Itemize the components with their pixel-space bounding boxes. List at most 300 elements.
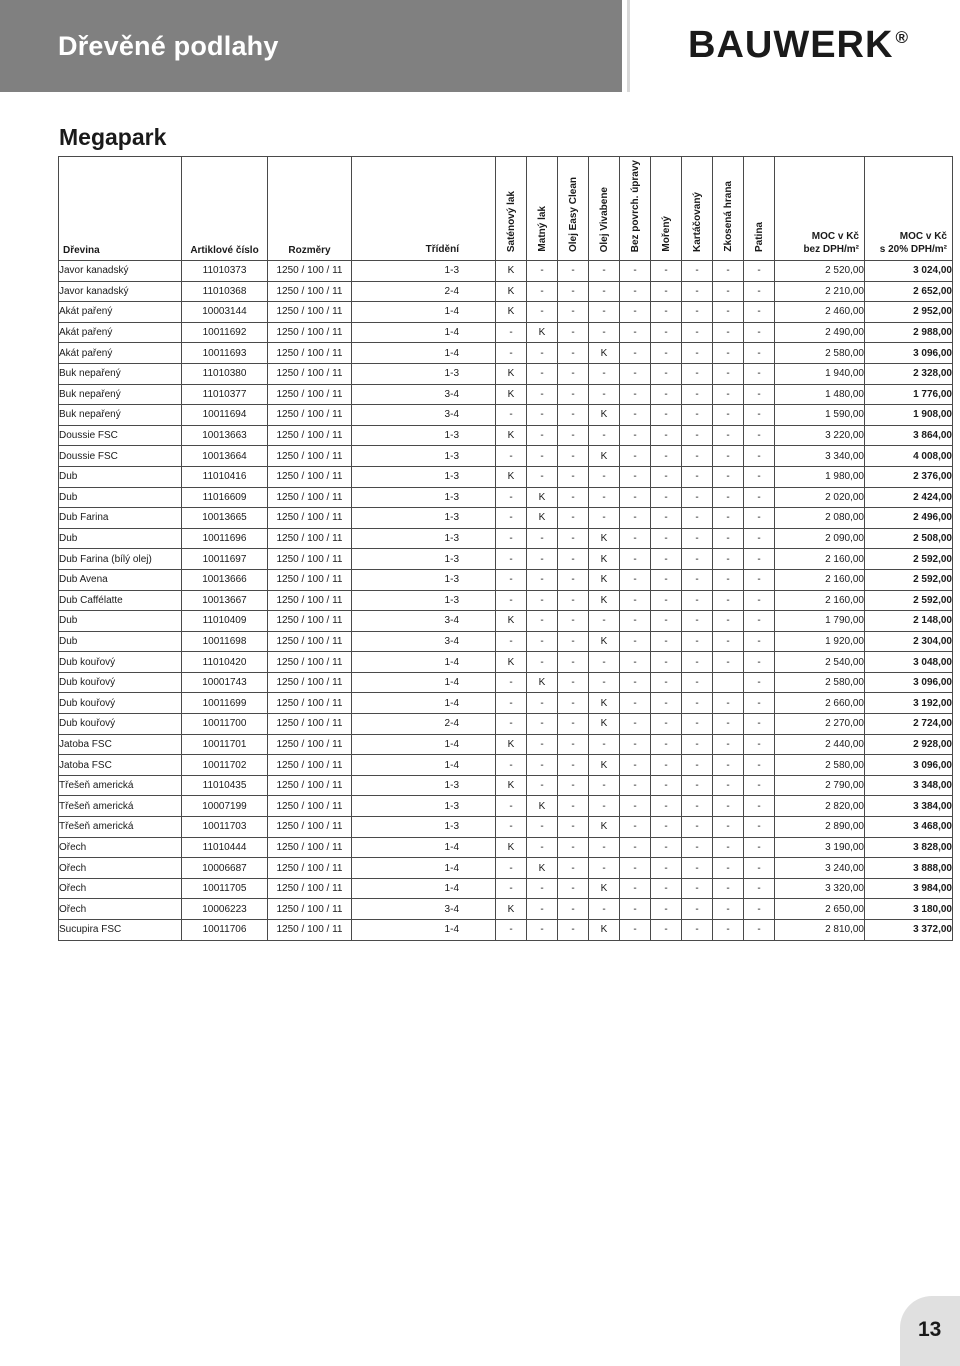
- cell-moc-bez-dph: 2 580,00: [775, 755, 865, 776]
- cell-finish-flag: -: [713, 322, 744, 343]
- cell-trideni: 1-4: [352, 920, 496, 941]
- cell-finish-flag: -: [558, 590, 589, 611]
- table-row: [59, 487, 953, 508]
- cell-finish-flag: -: [651, 755, 682, 776]
- cell-drevina: Dub Avena: [59, 569, 182, 590]
- cell-finish-flag: -: [620, 343, 651, 364]
- cell-drevina: Dub: [59, 487, 182, 508]
- cell-moc-bez-dph: 2 650,00: [775, 899, 865, 920]
- cell-artikl: 10011703: [182, 817, 268, 838]
- cell-finish-flag: -: [744, 384, 775, 405]
- finish-label: Matný lak: [536, 206, 548, 252]
- cell-finish-flag: -: [558, 611, 589, 632]
- cell-finish-flag: -: [651, 425, 682, 446]
- table-row: [59, 734, 953, 755]
- cell-finish-flag: -: [589, 672, 620, 693]
- cell-finish-flag: -: [713, 508, 744, 529]
- cell-finish-flag: -: [713, 714, 744, 735]
- cell-finish-flag: -: [651, 817, 682, 838]
- table-row: [59, 466, 953, 487]
- cell-finish-flag: -: [496, 672, 527, 693]
- cell-drevina: Třešeň americká: [59, 817, 182, 838]
- cell-finish-flag: -: [682, 920, 713, 941]
- cell-moc-bez-dph: 2 080,00: [775, 508, 865, 529]
- cell-finish-flag: -: [682, 796, 713, 817]
- cell-finish-flag: -: [651, 899, 682, 920]
- cell-moc-bez-dph: 2 820,00: [775, 796, 865, 817]
- cell-finish-flag: -: [682, 405, 713, 426]
- cell-finish-flag: -: [558, 261, 589, 282]
- cell-finish-flag: -: [682, 837, 713, 858]
- cell-moc-s-dph: 2 496,00: [865, 508, 953, 529]
- cell-moc-s-dph: 3 372,00: [865, 920, 953, 941]
- cell-trideni: 1-4: [352, 652, 496, 673]
- cell-moc-bez-dph: 2 580,00: [775, 672, 865, 693]
- cell-moc-s-dph: 3 468,00: [865, 817, 953, 838]
- cell-trideni: 1-3: [352, 775, 496, 796]
- cell-moc-bez-dph: 1 980,00: [775, 466, 865, 487]
- table-row: [59, 528, 953, 549]
- cell-rozmery: 1250 / 100 / 11: [268, 899, 352, 920]
- page-title: Dřevěné podlahy: [58, 31, 279, 61]
- cell-finish-flag: -: [744, 549, 775, 570]
- cell-drevina: Dub kouřový: [59, 652, 182, 673]
- cell-finish-flag: -: [558, 508, 589, 529]
- cell-drevina: Akát pařený: [59, 322, 182, 343]
- cell-rozmery: 1250 / 100 / 11: [268, 343, 352, 364]
- cell-finish-flag: -: [713, 775, 744, 796]
- cell-finish-flag: -: [682, 734, 713, 755]
- cell-finish-flag: -: [620, 590, 651, 611]
- cell-finish-flag: -: [744, 652, 775, 673]
- cell-trideni: 1-3: [352, 528, 496, 549]
- cell-finish-flag: K: [589, 549, 620, 570]
- cell-finish-flag: -: [620, 446, 651, 467]
- cell-finish-flag: -: [558, 405, 589, 426]
- cell-finish-flag: -: [620, 405, 651, 426]
- cell-finish-flag: -: [558, 878, 589, 899]
- cell-finish-flag: -: [589, 384, 620, 405]
- section-title: Megapark: [59, 124, 167, 150]
- cell-finish-flag: -: [744, 569, 775, 590]
- cell-finish-flag: K: [527, 858, 558, 879]
- cell-finish-flag: -: [620, 755, 651, 776]
- cell-finish-flag: K: [496, 837, 527, 858]
- cell-finish-flag: -: [527, 693, 558, 714]
- cell-finish-flag: -: [496, 590, 527, 611]
- bauwerk-logo: [688, 24, 909, 67]
- cell-finish-flag: -: [651, 363, 682, 384]
- table-row: [59, 569, 953, 590]
- cell-moc-s-dph: 2 952,00: [865, 302, 953, 323]
- cell-finish-flag: -: [713, 878, 744, 899]
- cell-rozmery: 1250 / 100 / 11: [268, 508, 352, 529]
- cell-finish-flag: -: [651, 405, 682, 426]
- cell-finish-flag: -: [651, 322, 682, 343]
- cell-finish-flag: -: [589, 487, 620, 508]
- cell-finish-flag: K: [589, 631, 620, 652]
- cell-finish-flag: -: [620, 920, 651, 941]
- cell-finish-flag: -: [558, 858, 589, 879]
- cell-finish-flag: -: [558, 899, 589, 920]
- cell-drevina: Ořech: [59, 878, 182, 899]
- cell-finish-flag: -: [496, 755, 527, 776]
- cell-finish-flag: K: [527, 322, 558, 343]
- cell-rozmery: 1250 / 100 / 11: [268, 878, 352, 899]
- cell-moc-bez-dph: 1 940,00: [775, 363, 865, 384]
- cell-finish-flag: -: [651, 631, 682, 652]
- cell-finish-flag: -: [744, 631, 775, 652]
- table-row: [59, 652, 953, 673]
- cell-finish-flag: -: [651, 775, 682, 796]
- cell-rozmery: 1250 / 100 / 11: [268, 652, 352, 673]
- cell-artikl: 11010373: [182, 261, 268, 282]
- cell-moc-bez-dph: 2 520,00: [775, 261, 865, 282]
- cell-artikl: 10011702: [182, 755, 268, 776]
- cell-artikl: 10011701: [182, 734, 268, 755]
- cell-finish-flag: -: [651, 652, 682, 673]
- cell-finish-flag: -: [558, 322, 589, 343]
- price-table: [58, 156, 953, 941]
- cell-finish-flag: -: [527, 817, 558, 838]
- cell-drevina: Jatoba FSC: [59, 734, 182, 755]
- cell-finish-flag: -: [496, 322, 527, 343]
- cell-drevina: Dub kouřový: [59, 693, 182, 714]
- cell-moc-s-dph: 2 376,00: [865, 466, 953, 487]
- cell-finish-flag: -: [558, 384, 589, 405]
- cell-moc-bez-dph: 2 020,00: [775, 487, 865, 508]
- cell-finish-flag: -: [496, 405, 527, 426]
- cell-finish-flag: -: [527, 302, 558, 323]
- table-row: [59, 508, 953, 529]
- cell-finish-flag: -: [682, 343, 713, 364]
- cell-finish-flag: -: [682, 549, 713, 570]
- cell-finish-flag: -: [713, 302, 744, 323]
- cell-rozmery: 1250 / 100 / 11: [268, 796, 352, 817]
- cell-finish-flag: -: [527, 425, 558, 446]
- cell-moc-s-dph: 3 096,00: [865, 755, 953, 776]
- table-row: [59, 549, 953, 570]
- cell-finish-flag: -: [620, 775, 651, 796]
- cell-rozmery: 1250 / 100 / 11: [268, 528, 352, 549]
- cell-artikl: 10013667: [182, 590, 268, 611]
- finish-label: Zkosená hrana: [722, 181, 734, 252]
- cell-drevina: Sucupira FSC: [59, 920, 182, 941]
- cell-rozmery: 1250 / 100 / 11: [268, 487, 352, 508]
- cell-finish-flag: -: [713, 487, 744, 508]
- cell-moc-bez-dph: 2 660,00: [775, 693, 865, 714]
- cell-artikl: 10011696: [182, 528, 268, 549]
- cell-moc-s-dph: 2 592,00: [865, 549, 953, 570]
- cell-moc-bez-dph: 2 810,00: [775, 920, 865, 941]
- cell-trideni: 1-3: [352, 363, 496, 384]
- cell-finish-flag: K: [589, 755, 620, 776]
- cell-finish-flag: -: [682, 425, 713, 446]
- cell-moc-bez-dph: 2 460,00: [775, 302, 865, 323]
- col-header-moc-s-dph: [865, 157, 953, 261]
- cell-moc-s-dph: 3 864,00: [865, 425, 953, 446]
- cell-artikl: 10013664: [182, 446, 268, 467]
- cell-finish-flag: -: [713, 899, 744, 920]
- cell-finish-flag: -: [620, 322, 651, 343]
- cell-finish-flag: -: [589, 858, 620, 879]
- cell-finish-flag: -: [527, 611, 558, 632]
- cell-finish-flag: -: [558, 796, 589, 817]
- cell-moc-bez-dph: 3 340,00: [775, 446, 865, 467]
- cell-finish-flag: -: [651, 487, 682, 508]
- cell-drevina: Javor kanadský: [59, 281, 182, 302]
- cell-moc-bez-dph: 2 580,00: [775, 343, 865, 364]
- cell-finish-flag: -: [496, 858, 527, 879]
- cell-finish-flag: K: [496, 384, 527, 405]
- cell-finish-flag: -: [620, 631, 651, 652]
- cell-drevina: Dub: [59, 528, 182, 549]
- cell-finish-flag: -: [651, 858, 682, 879]
- cell-finish-flag: K: [527, 672, 558, 693]
- cell-finish-flag: -: [589, 363, 620, 384]
- registered-mark: ®: [895, 28, 909, 47]
- cell-finish-flag: -: [744, 611, 775, 632]
- cell-moc-s-dph: 3 828,00: [865, 837, 953, 858]
- cell-artikl: 10013663: [182, 425, 268, 446]
- cell-artikl: 11010416: [182, 466, 268, 487]
- cell-finish-flag: -: [589, 322, 620, 343]
- cell-finish-flag: K: [527, 796, 558, 817]
- cell-finish-flag: -: [527, 775, 558, 796]
- cell-drevina: Dub: [59, 611, 182, 632]
- cell-finish-flag: -: [744, 425, 775, 446]
- cell-drevina: Dub Farina: [59, 508, 182, 529]
- cell-rozmery: 1250 / 100 / 11: [268, 817, 352, 838]
- cell-trideni: 1-3: [352, 508, 496, 529]
- cell-moc-bez-dph: 1 790,00: [775, 611, 865, 632]
- cell-artikl: 10011699: [182, 693, 268, 714]
- cell-finish-flag: K: [496, 652, 527, 673]
- cell-finish-flag: -: [682, 487, 713, 508]
- cell-trideni: 1-3: [352, 487, 496, 508]
- cell-finish-flag: -: [744, 343, 775, 364]
- cell-finish-flag: -: [620, 384, 651, 405]
- cell-finish-flag: -: [620, 817, 651, 838]
- cell-finish-flag: -: [620, 714, 651, 735]
- cell-moc-bez-dph: 2 160,00: [775, 569, 865, 590]
- cell-drevina: Doussie FSC: [59, 446, 182, 467]
- cell-finish-flag: -: [682, 446, 713, 467]
- cell-finish-flag: -: [682, 466, 713, 487]
- cell-finish-flag: -: [527, 652, 558, 673]
- cell-drevina: Ořech: [59, 858, 182, 879]
- cell-rozmery: 1250 / 100 / 11: [268, 837, 352, 858]
- cell-artikl: 10011705: [182, 878, 268, 899]
- cell-moc-s-dph: 2 328,00: [865, 363, 953, 384]
- cell-finish-flag: -: [713, 549, 744, 570]
- cell-moc-bez-dph: 2 090,00: [775, 528, 865, 549]
- cell-trideni: 2-4: [352, 281, 496, 302]
- cell-finish-flag: -: [744, 590, 775, 611]
- cell-finish-flag: -: [527, 590, 558, 611]
- cell-finish-flag: -: [558, 466, 589, 487]
- cell-finish-flag: K: [589, 920, 620, 941]
- cell-finish-flag: -: [527, 734, 558, 755]
- cell-finish-flag: -: [744, 734, 775, 755]
- cell-finish-flag: -: [558, 775, 589, 796]
- cell-finish-flag: -: [682, 714, 713, 735]
- cell-drevina: Akát pařený: [59, 302, 182, 323]
- cell-finish-flag: K: [589, 446, 620, 467]
- cell-rozmery: 1250 / 100 / 11: [268, 755, 352, 776]
- cell-drevina: Dub: [59, 631, 182, 652]
- cell-finish-flag: -: [744, 899, 775, 920]
- cell-finish-flag: -: [589, 425, 620, 446]
- cell-finish-flag: -: [496, 508, 527, 529]
- cell-finish-flag: K: [496, 281, 527, 302]
- cell-finish-flag: -: [651, 714, 682, 735]
- cell-finish-flag: -: [651, 796, 682, 817]
- cell-rozmery: 1250 / 100 / 11: [268, 631, 352, 652]
- cell-finish-flag: -: [744, 920, 775, 941]
- cell-finish-flag: K: [496, 775, 527, 796]
- cell-rozmery: 1250 / 100 / 11: [268, 425, 352, 446]
- cell-finish-flag: -: [558, 569, 589, 590]
- cell-finish-flag: -: [527, 363, 558, 384]
- cell-moc-s-dph: 3 348,00: [865, 775, 953, 796]
- cell-trideni: 1-4: [352, 322, 496, 343]
- cell-drevina: Dub Caffélatte: [59, 590, 182, 611]
- col-header-trideni: Třídění: [352, 157, 496, 261]
- cell-rozmery: 1250 / 100 / 11: [268, 693, 352, 714]
- cell-drevina: Jatoba FSC: [59, 755, 182, 776]
- cell-finish-flag: K: [589, 343, 620, 364]
- cell-moc-s-dph: 2 508,00: [865, 528, 953, 549]
- cell-finish-flag: -: [682, 693, 713, 714]
- cell-finish-flag: -: [620, 508, 651, 529]
- cell-finish-flag: -: [496, 878, 527, 899]
- table-row: [59, 920, 953, 941]
- cell-finish-flag: -: [744, 528, 775, 549]
- cell-artikl: 10006687: [182, 858, 268, 879]
- cell-finish-flag: -: [651, 261, 682, 282]
- cell-trideni: 1-3: [352, 261, 496, 282]
- cell-trideni: 1-3: [352, 569, 496, 590]
- cell-finish-flag: -: [620, 858, 651, 879]
- header-line: bez DPH/m²: [803, 244, 859, 255]
- cell-finish-flag: -: [527, 281, 558, 302]
- cell-finish-flag: -: [713, 425, 744, 446]
- cell-moc-s-dph: 2 148,00: [865, 611, 953, 632]
- cell-rozmery: 1250 / 100 / 11: [268, 920, 352, 941]
- cell-finish-flag: -: [558, 693, 589, 714]
- cell-finish-flag: -: [682, 322, 713, 343]
- cell-artikl: 11010444: [182, 837, 268, 858]
- cell-finish-flag: -: [589, 302, 620, 323]
- cell-moc-bez-dph: 3 220,00: [775, 425, 865, 446]
- cell-finish-flag: -: [744, 796, 775, 817]
- table-row: [59, 775, 953, 796]
- cell-moc-s-dph: 2 724,00: [865, 714, 953, 735]
- cell-finish-flag: -: [558, 652, 589, 673]
- cell-finish-flag: -: [713, 466, 744, 487]
- cell-rozmery: 1250 / 100 / 11: [268, 302, 352, 323]
- cell-rozmery: 1250 / 100 / 11: [268, 714, 352, 735]
- cell-rozmery: 1250 / 100 / 11: [268, 405, 352, 426]
- cell-artikl: 11010409: [182, 611, 268, 632]
- cell-finish-flag: -: [620, 425, 651, 446]
- cell-finish-flag: -: [651, 343, 682, 364]
- cell-artikl: 11016609: [182, 487, 268, 508]
- cell-finish-flag: -: [589, 734, 620, 755]
- cell-drevina: Třešeň americká: [59, 775, 182, 796]
- cell-finish-flag: -: [713, 920, 744, 941]
- cell-moc-s-dph: 2 988,00: [865, 322, 953, 343]
- cell-finish-flag: -: [527, 446, 558, 467]
- cell-finish-flag: -: [651, 693, 682, 714]
- cell-finish-flag: -: [589, 466, 620, 487]
- cell-finish-flag: -: [527, 343, 558, 364]
- cell-finish-flag: -: [496, 446, 527, 467]
- cell-finish-flag: -: [558, 343, 589, 364]
- cell-moc-s-dph: 3 192,00: [865, 693, 953, 714]
- table-row: [59, 693, 953, 714]
- table-row: [59, 714, 953, 735]
- cell-trideni: 2-4: [352, 714, 496, 735]
- cell-finish-flag: -: [682, 611, 713, 632]
- cell-finish-flag: -: [589, 508, 620, 529]
- cell-finish-flag: -: [620, 837, 651, 858]
- table-row: [59, 405, 953, 426]
- table-row: [59, 796, 953, 817]
- cell-finish-flag: K: [589, 714, 620, 735]
- cell-artikl: 10013666: [182, 569, 268, 590]
- cell-finish-flag: -: [589, 611, 620, 632]
- finish-label: Olej Easy Clean: [567, 176, 579, 252]
- cell-drevina: Buk nepařený: [59, 384, 182, 405]
- cell-finish-flag: -: [651, 384, 682, 405]
- cell-rozmery: 1250 / 100 / 11: [268, 281, 352, 302]
- cell-finish-flag: -: [558, 281, 589, 302]
- cell-finish-flag: -: [651, 878, 682, 899]
- cell-finish-flag: -: [620, 796, 651, 817]
- cell-moc-s-dph: 1 776,00: [865, 384, 953, 405]
- cell-trideni: 1-4: [352, 693, 496, 714]
- cell-finish-flag: -: [527, 714, 558, 735]
- cell-finish-flag: -: [620, 466, 651, 487]
- cell-finish-flag: K: [496, 261, 527, 282]
- col-header-rozmery: Rozměry: [268, 157, 352, 261]
- cell-artikl: 10011693: [182, 343, 268, 364]
- cell-finish-flag: K: [589, 878, 620, 899]
- cell-artikl: 10006223: [182, 899, 268, 920]
- cell-finish-flag: -: [651, 549, 682, 570]
- cell-moc-bez-dph: 3 240,00: [775, 858, 865, 879]
- cell-finish-flag: -: [651, 611, 682, 632]
- cell-moc-bez-dph: 2 270,00: [775, 714, 865, 735]
- cell-rozmery: 1250 / 100 / 11: [268, 466, 352, 487]
- cell-finish-flag: K: [589, 569, 620, 590]
- col-header-drevina: Dřevina: [59, 157, 182, 261]
- cell-drevina: Doussie FSC: [59, 425, 182, 446]
- price-rows: [59, 261, 953, 941]
- cell-finish-flag: -: [744, 446, 775, 467]
- cell-trideni: 1-4: [352, 343, 496, 364]
- cell-finish-flag: -: [620, 693, 651, 714]
- cell-finish-flag: K: [496, 466, 527, 487]
- cell-finish-flag: K: [496, 899, 527, 920]
- cell-moc-s-dph: 2 652,00: [865, 281, 953, 302]
- cell-finish-flag: -: [682, 281, 713, 302]
- cell-trideni: 1-4: [352, 302, 496, 323]
- cell-finish-flag: -: [496, 796, 527, 817]
- cell-finish-flag: -: [527, 405, 558, 426]
